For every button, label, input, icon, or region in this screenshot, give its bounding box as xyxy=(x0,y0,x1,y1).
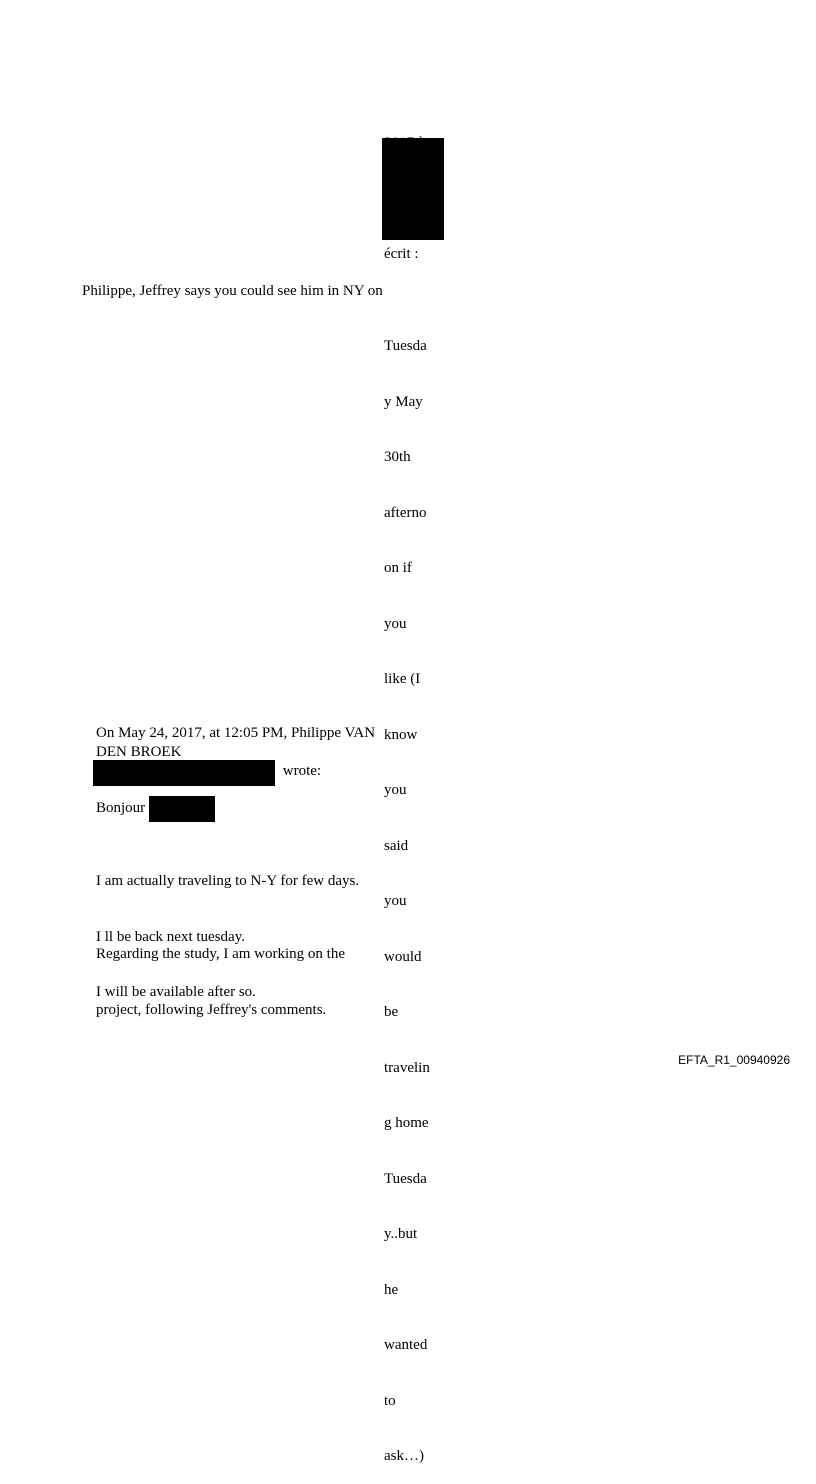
reply-line: y..but xyxy=(384,1226,418,1242)
reply-line: afterno xyxy=(384,504,427,521)
redaction-email xyxy=(93,760,275,786)
reply-line: you xyxy=(384,782,407,798)
reply-line: said xyxy=(384,837,409,854)
reply-line: to xyxy=(384,1392,396,1409)
greeting: Bonjour xyxy=(96,800,146,816)
quote-header: On May 24, 2017, at 12:05 PM, Philippe VAN DEN BROEK xyxy=(96,725,376,760)
reply-line: like (I xyxy=(384,671,421,687)
reply-line: 30th xyxy=(384,449,411,465)
reply-line: Tuesda xyxy=(384,1170,427,1187)
quote-line: Regarding the study, I am working on the xyxy=(96,946,345,962)
reply-line: y May xyxy=(384,393,423,410)
reply-line: on if xyxy=(384,560,412,576)
reply-line: wanted xyxy=(384,1337,428,1353)
reply-column xyxy=(384,300,430,1484)
document-id-footer: EFTA_R1_00940926 xyxy=(678,1053,790,1067)
reply-line: he xyxy=(384,1281,399,1298)
quote-line: I am actually traveling to N-Y for few days. xyxy=(96,873,360,889)
quote-line: I ll be back next tuesday. xyxy=(96,928,245,945)
reply-first-line: Philippe, Jeffrey says you could see him in NY on xyxy=(82,283,383,299)
quote-line: project, following Jeffrey's comments. xyxy=(96,1001,327,1018)
quote-paragraph-2 xyxy=(96,908,345,1038)
reply-line: you xyxy=(384,893,407,909)
reply-line: ask…) xyxy=(384,1448,424,1464)
redaction-sender xyxy=(382,138,444,240)
ecrit-label: écrit : xyxy=(384,246,419,262)
wrote-label: wrote: xyxy=(279,763,322,779)
reply-line: you xyxy=(384,615,407,632)
reply-line: travelin xyxy=(384,1059,430,1076)
redaction-name xyxy=(149,796,215,822)
reply-line: know xyxy=(384,726,418,743)
reply-line: Tuesda xyxy=(384,338,427,354)
reply-line: be xyxy=(384,1004,399,1020)
quote-line: I will be available after so. xyxy=(96,984,256,1000)
reply-line: g home xyxy=(384,1115,429,1131)
reply-line: would xyxy=(384,948,422,965)
